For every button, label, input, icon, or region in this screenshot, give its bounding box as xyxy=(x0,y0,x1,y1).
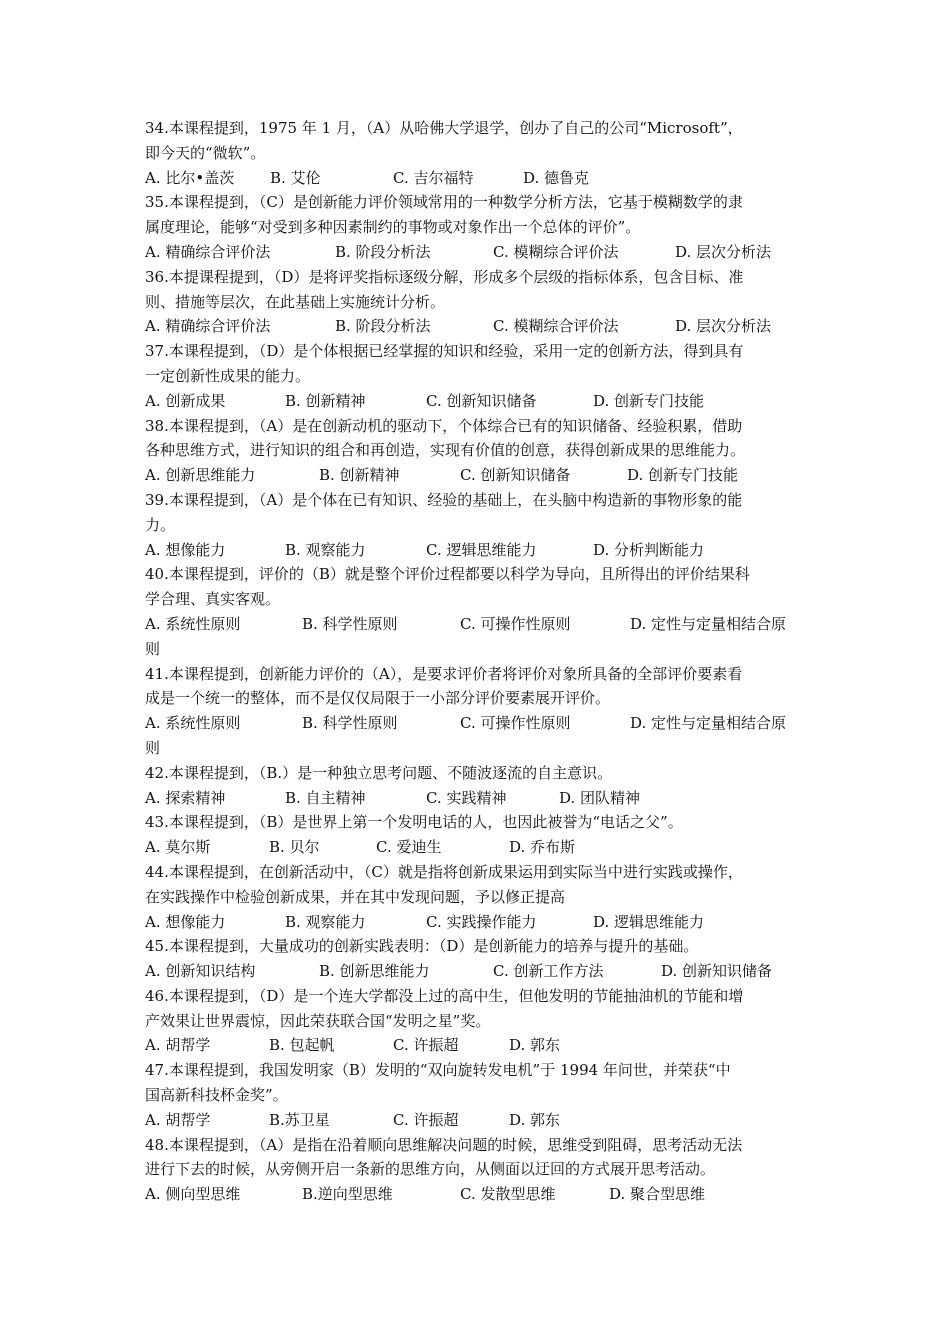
answer-option-d: D. 创新专门技能 xyxy=(593,391,705,410)
question-text-continued: 一定创新性成果的能力。 xyxy=(145,366,311,385)
question-item xyxy=(145,562,810,661)
answer-option-d: D. 逻辑思维能力 xyxy=(593,912,705,931)
answer-option-d: D. 创新知识储备 xyxy=(661,962,773,981)
question-text: 38.本课程提到，（A）是在创新动机的驱动下，个体综合已有的知识储备、经验积累，借助 xyxy=(145,416,743,435)
answer-option-c: C. 发散型思维 xyxy=(460,1185,556,1204)
answer-options xyxy=(145,1108,810,1133)
answer-options xyxy=(145,538,810,563)
answer-options xyxy=(145,166,810,191)
question-item xyxy=(145,488,810,562)
answer-option-c: C. 模糊综合评价法 xyxy=(493,317,619,336)
question-text-continued: 产效果让世界震惊，因此荣获联合国“发明之星”奖。 xyxy=(145,1011,491,1030)
question-list xyxy=(145,116,810,1207)
question-item xyxy=(145,190,810,264)
answer-option-c: C. 吉尔福特 xyxy=(393,168,474,187)
answer-option-a: A. 精确综合评价法 xyxy=(145,242,271,261)
question-text: 44.本课程提到，在创新活动中，（C）就是指将创新成果运用到实际当中进行实践或操作， xyxy=(145,862,743,881)
answer-option-c: C. 爱迪生 xyxy=(376,838,442,857)
question-item xyxy=(145,116,810,190)
question-item xyxy=(145,662,810,761)
answer-options xyxy=(145,1033,810,1058)
question-text-continued: 力。 xyxy=(145,515,176,534)
question-item xyxy=(145,934,810,984)
answer-option-b: B. 阶段分析法 xyxy=(335,317,431,336)
answer-options xyxy=(145,1182,810,1207)
answer-option-b: B. 包起帆 xyxy=(269,1036,335,1055)
answer-option-d: D. 层次分析法 xyxy=(675,242,772,261)
answer-options xyxy=(145,910,810,935)
question-text: 47.本课程提到，我国发明家（B）发明的“双向旋转发电机”于 1994 年问世，并荣获“中 xyxy=(145,1061,731,1080)
question-text-continued: 在实践操作中检验创新成果，并在其中发现问题，予以修正提高 xyxy=(145,887,566,906)
answer-option-a: A. 比尔•盖茨 xyxy=(145,168,235,187)
answer-option-a: A. 精确综合评价法 xyxy=(145,317,271,336)
answer-option-a: A. 想像能力 xyxy=(145,540,226,559)
question-item xyxy=(145,860,810,934)
question-text-continued: 属度理论，能够“对受到多种因素制约的事物或对象作出一个总体的评价”。 xyxy=(145,218,641,237)
answer-option-b: B. 观察能力 xyxy=(285,912,366,931)
answer-option-b: B.苏卫星 xyxy=(269,1110,330,1129)
answer-option-c: C. 实践操作能力 xyxy=(426,912,537,931)
answer-option-b: B. 科学性原则 xyxy=(302,714,398,733)
question-text-continued: 则、措施等层次，在此基础上实施统计分析。 xyxy=(145,292,446,311)
question-item xyxy=(145,265,810,339)
answer-option-a: A. 想像能力 xyxy=(145,912,226,931)
question-text: 46.本课程提到，（D）是一个连大学都没上过的高中生，但他发明的节能抽油机的节能和增 xyxy=(145,986,744,1005)
answer-option-d: D. 定性与定量相结合原 xyxy=(630,714,787,733)
question-text: 34.本课程提到，1975 年 1 月，（A）从哈佛大学退学，创办了自己的公司“Microsoft”， xyxy=(145,119,743,137)
answer-option-b: B. 创新思维能力 xyxy=(319,962,430,981)
question-item xyxy=(145,1133,810,1207)
question-item xyxy=(145,984,810,1058)
question-text-continued: 国高新科技杯金奖”。 xyxy=(145,1086,288,1105)
answer-option-a: A. 系统性原则 xyxy=(145,614,241,633)
answer-option-b: B. 自主精神 xyxy=(285,788,366,807)
question-item xyxy=(145,761,810,811)
answer-option-continued: 则 xyxy=(145,738,161,757)
answer-option-d: D. 德鲁克 xyxy=(523,168,590,187)
answer-option-c: C. 可操作性原则 xyxy=(460,614,571,633)
answer-options xyxy=(145,463,810,488)
question-item xyxy=(145,414,810,488)
question-text-continued: 各种思维方式，进行知识的组合和再创造，实现有价值的创意，获得创新成果的思维能力。 xyxy=(145,441,746,460)
answer-option-b: B. 创新精神 xyxy=(285,391,366,410)
question-text-continued: 即今天的“微软”。 xyxy=(145,143,266,162)
answer-option-d: D. 创新专门技能 xyxy=(627,466,739,485)
question-text: 40.本课程提到，评价的（B）就是整个评价过程都要以科学为导向，且所得出的评价结果科 xyxy=(145,565,750,584)
answer-options xyxy=(145,612,810,637)
question-text: 45.本课程提到，大量成功的创新实践表明：（D）是创新能力的培养与提升的基础。 xyxy=(145,937,699,956)
question-text: 35.本课程提到，（C）是创新能力评价领域常用的一种数学分析方法，它基于模糊数学的隶 xyxy=(145,193,743,212)
answer-option-a: A. 创新思维能力 xyxy=(145,466,256,485)
answer-option-b: B. 艾伦 xyxy=(270,168,321,187)
answer-option-b: B.逆向型思维 xyxy=(302,1185,393,1204)
answer-option-a: A. 胡帮学 xyxy=(145,1110,211,1129)
answer-option-c: C. 模糊综合评价法 xyxy=(493,242,619,261)
answer-option-b: B. 科学性原则 xyxy=(302,614,398,633)
answer-options xyxy=(145,835,810,860)
question-text-continued: 学合理、真实客观。 xyxy=(145,590,281,609)
question-text: 43.本课程提到，（B）是世界上第一个发明电话的人，也因此被誉为“电话之父”。 xyxy=(145,813,683,832)
answer-option-a: A. 胡帮学 xyxy=(145,1036,211,1055)
answer-option-a: A. 创新成果 xyxy=(145,391,226,410)
question-text: 48.本课程提到，（A）是指在沿着顺向思维解决问题的时候，思维受到阻碍，思考活动无法 xyxy=(145,1135,743,1154)
answer-option-c: C. 可操作性原则 xyxy=(460,714,571,733)
answer-option-continued: 则 xyxy=(145,639,161,658)
answer-option-d: D. 层次分析法 xyxy=(675,317,772,336)
answer-option-c: C. 创新工作方法 xyxy=(493,962,604,981)
answer-option-d: D. 郭东 xyxy=(509,1110,561,1129)
answer-option-c: C. 逻辑思维能力 xyxy=(426,540,537,559)
answer-option-b: B. 观察能力 xyxy=(285,540,366,559)
answer-option-c: C. 实践精神 xyxy=(426,788,507,807)
question-text: 41.本课程提到，创新能力评价的（A），是要求评价者将评价对象所具备的全部评价要素看 xyxy=(145,664,743,683)
question-item xyxy=(145,1058,810,1132)
question-text: 36.本提课程提到，（D）是将评奖指标逐级分解，形成多个层级的指标体系，包含目标、准 xyxy=(145,267,744,286)
answer-option-a: A. 创新知识结构 xyxy=(145,962,256,981)
answer-option-d: D. 团队精神 xyxy=(559,788,641,807)
question-text-continued: 进行下去的时候，从旁侧开启一条新的思维方向，从侧面以迂回的方式展开思考活动。 xyxy=(145,1160,716,1179)
answer-option-d: D. 乔布斯 xyxy=(509,838,576,857)
question-text: 39.本课程提到，（A）是个体在已有知识、经验的基础上，在头脑中构造新的事物形象的能 xyxy=(145,490,743,509)
answer-option-d: D. 郭东 xyxy=(509,1036,561,1055)
answer-option-b: B. 阶段分析法 xyxy=(335,242,431,261)
question-text: 37.本课程提到，（D）是个体根据已经掌握的知识和经验，采用一定的创新方法，得到具有 xyxy=(145,342,744,361)
answer-options xyxy=(145,389,810,414)
answer-options xyxy=(145,240,810,265)
answer-option-b: B. 创新精神 xyxy=(319,466,400,485)
answer-options xyxy=(145,314,810,339)
answer-option-c: C. 许振超 xyxy=(393,1036,459,1055)
question-text: 42.本课程提到，（B.）是一种独立思考问题、不随波逐流的自主意识。 xyxy=(145,763,613,782)
answer-option-a: A. 莫尔斯 xyxy=(145,838,211,857)
answer-option-a: A. 探索精神 xyxy=(145,788,226,807)
answer-option-c: C. 许振超 xyxy=(393,1110,459,1129)
answer-options xyxy=(145,786,810,811)
answer-option-d: D. 聚合型思维 xyxy=(609,1185,706,1204)
answer-option-d: D. 定性与定量相结合原 xyxy=(630,614,787,633)
answer-option-a: A. 系统性原则 xyxy=(145,714,241,733)
answer-options xyxy=(145,959,810,984)
answer-option-a: A. 侧向型思维 xyxy=(145,1185,241,1204)
answer-option-b: B. 贝尔 xyxy=(269,838,320,857)
answer-option-c: C. 创新知识储备 xyxy=(460,466,571,485)
question-text-continued: 成是一个统一的整体，而不是仅仅局限于一小部分评价要素展开评价。 xyxy=(145,689,611,708)
answer-options xyxy=(145,711,810,736)
question-item xyxy=(145,810,810,860)
answer-option-c: C. 创新知识储备 xyxy=(426,391,537,410)
answer-option-d: D. 分析判断能力 xyxy=(593,540,705,559)
question-item xyxy=(145,339,810,413)
